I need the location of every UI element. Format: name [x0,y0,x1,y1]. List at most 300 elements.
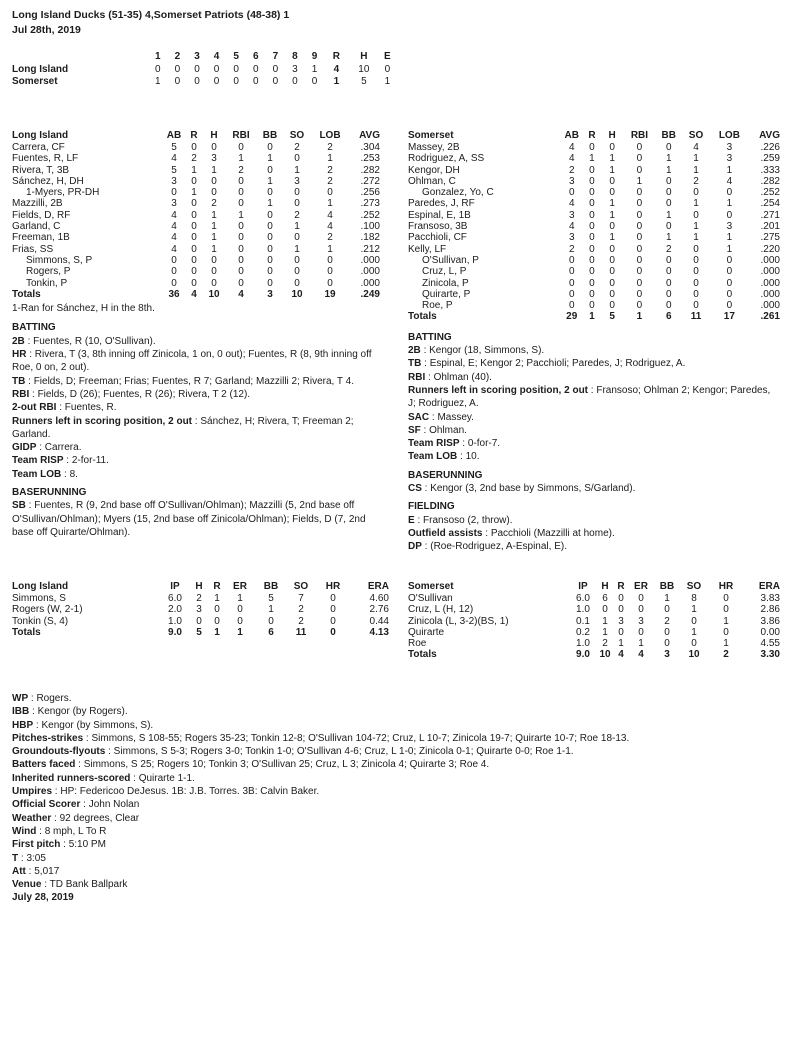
hits-total: 10 [358,63,370,75]
totals-cell: .261 [760,311,780,323]
stat-cell: 0 [609,221,615,233]
player-name[interactable]: Quirarte, P [422,288,471,300]
note-text: Espinal, E; Kengor 2; Pacchioli; Paredes, J; Rodriguez, A. [429,358,686,370]
stat-cell: .220 [760,243,780,255]
column-header: R [617,581,625,592]
stat-cell: 1 [609,164,615,176]
totals-cell: 19 [324,288,336,300]
inning-header: 8 [292,51,298,62]
player-row [12,278,380,289]
pitcher-row [12,604,389,615]
player-name[interactable]: Freeman, 1B [12,232,70,244]
totals-cell: 5 [609,311,615,323]
player-name[interactable]: Sánchez, H, DH [12,175,84,187]
note-label: Outfield assists [408,527,483,539]
note-text: Fuentes, R (10, O'Sullivan). [33,335,156,347]
player-row [12,142,380,153]
player-row [408,221,780,232]
stat-cell: 0 [191,243,197,255]
stat-cell: 4 [726,175,733,187]
stat-cell: 0 [211,254,217,266]
stat-cell: 2 [238,164,244,176]
totals-cell: 3.30 [760,649,780,661]
stat-cell: 0 [638,604,644,616]
stat-cell: 4 [568,221,575,233]
stat-cell: 1 [693,221,699,233]
note-item: RBI : Ohlman (40). [408,371,492,383]
column-header: H [601,581,609,592]
stat-cell: 0 [636,232,643,244]
stat-cell: 0 [191,175,197,187]
stat-cell: 1 [665,209,672,221]
stat-cell: 0 [191,266,197,278]
stat-cell: 0 [191,221,197,233]
stat-cell: 2 [568,164,575,176]
pitcher-name[interactable]: Rogers (W, 2-1) [12,604,83,616]
stat-cell: 0 [693,254,699,266]
stat-cell: 1 [602,626,608,638]
stat-cell: 1 [638,638,644,650]
pitcher-name[interactable]: Tonkin (S, 4) [12,615,69,627]
player-name[interactable]: Cruz, L, P [422,266,467,278]
inning-runs: 0 [292,76,298,87]
column-header: AB [166,130,182,141]
stat-cell: 1 [693,153,699,165]
player-row [408,142,780,153]
stat-cell: 0 [267,187,273,199]
info-label: Umpires [12,786,53,798]
info-text: Rogers. [36,693,72,704]
stat-cell: 0 [609,175,615,187]
player-name[interactable]: Fransoso, 3B [408,221,468,233]
note-label: Team LOB [12,468,62,480]
totals-cell: 3 [664,649,670,661]
stat-cell: 0 [267,142,273,153]
player-row [408,266,780,277]
inning-runs: 0 [311,76,318,87]
stat-cell: 0 [665,254,672,266]
stat-cell: .226 [760,142,780,153]
stat-cell: 0 [589,254,595,266]
inning-runs: 0 [272,76,279,87]
pitcher-name[interactable]: Roe [408,638,427,650]
info-text: TD Bank Ballpark [49,879,128,891]
player-name[interactable]: Roe, P [422,300,453,312]
player-name[interactable]: Carrera, CF [12,142,65,153]
stat-cell: 0 [327,277,333,289]
note-label: 2-out RBI [12,402,57,414]
stat-cell: 1 [268,604,274,616]
totals-cell: 6 [268,626,274,638]
stat-cell: 3 [726,142,733,153]
info-label: First pitch [12,839,61,851]
stat-cell: 3 [568,232,575,244]
long-island-batting [12,130,382,539]
note-label: TB [408,358,422,370]
stat-cell: 0 [636,277,643,289]
info-text: HP: Federicoo DeJesus. 1B: J.B. Torres. 3B: Calvin Baker. [60,786,320,798]
note-label: RBI [408,371,426,383]
note-label: GIDP [12,442,37,454]
stat-cell: 5 [268,593,274,604]
pitcher-row [408,593,780,604]
player-name[interactable]: Simmons, S, P [26,254,93,266]
stat-cell: 1 [691,604,697,616]
stat-cell: 4.55 [760,638,780,650]
stat-cell: 3.83 [760,593,780,604]
info-item: IBB : Kengor (by Rogers). [12,706,128,718]
info-text: Simmons, S 5-3; Rogers 3-0; Tonkin 1-0; O'Sullivan 4-6; Cruz, L 1-0; Zinicola 0-1; Quirarte 0-0; Roe 1-1. [113,746,574,758]
totals-cell: 0 [330,626,336,638]
note-item: Team RISP : 2-for-11. [12,455,109,467]
info-text: 92 degrees, Clear [59,812,140,824]
player-row [408,210,780,221]
linescore-table [12,51,395,89]
stat-cell: 1 [602,615,608,627]
stat-cell: .272 [360,175,380,187]
stat-cell: 0 [609,266,615,278]
inning-runs: 0 [194,76,200,87]
player-row [12,266,380,277]
totals-cell: 10 [291,288,303,300]
inning-header: 3 [194,51,200,62]
stat-cell: 0 [238,277,244,289]
stat-cell: 1 [214,593,220,604]
inning-runs: 0 [272,63,279,75]
stat-cell: 1 [665,164,672,176]
stat-cell: 1 [327,198,333,210]
info-text: John Nolan [88,799,140,811]
totals-cell: 11 [690,311,702,323]
player-row [12,210,380,221]
stat-cell: 0 [191,209,197,221]
stat-cell: 4.60 [369,593,389,604]
info-item: Venue : TD Bank Ballpark [12,879,128,891]
inning-header: 9 [311,51,318,62]
somerset-pitching [408,581,780,661]
stat-cell: 0 [636,254,643,266]
inning-runs: 0 [233,63,239,75]
stat-cell: 0 [211,142,217,153]
stat-cell: 0 [238,232,244,244]
info-label: Weather [12,812,52,824]
pitcher-name[interactable]: Quirarte [408,626,445,638]
stat-cell: 0.2 [576,626,590,638]
note-text: Fuentes, R (9, 2nd base off O'Sullivan/Ohlman); Mazzilli (5, 2nd base off O'Sullivan/Ohlman); Myers (15, 2nd base off Zinicola/Ohlman); Fields, D (7, 2nd base off Quirarte/Ohlman). [12,500,366,538]
stat-cell: 0 [636,142,643,153]
column-header: RBI [630,130,649,141]
stat-cell: 0 [267,164,273,176]
info-item: Inherited runners-scored : Quirarte 1-1. [12,772,195,784]
stat-cell: .252 [760,187,780,199]
player-name[interactable]: Rodriguez, A, SS [408,153,485,165]
stat-cell: 0 [268,615,274,627]
stat-cell: 3 [294,175,300,187]
linescore-header [12,51,395,64]
stat-cell: 4 [171,243,177,255]
stat-cell: 0 [609,142,615,153]
player-name[interactable]: O'Sullivan, P [422,254,479,266]
note-text: Fuentes, R. [64,402,117,414]
player-name[interactable]: 1-Myers, PR-DH [26,187,100,199]
stat-cell: 4 [327,209,333,221]
stat-cell: 1 [327,243,333,255]
batting-header [408,130,780,142]
info-text: 3:05 [26,852,46,864]
stat-cell: 0 [568,277,575,289]
stat-cell: 0 [191,198,197,210]
stat-cell: 0 [589,175,595,187]
column-header: AB [564,130,579,141]
stat-cell: 4 [568,153,575,165]
stat-cell: 0 [294,254,300,266]
pitcher-name[interactable]: Cruz, L (H, 12) [408,604,474,616]
stat-cell: 2.76 [369,604,389,616]
player-row [408,289,780,300]
player-row [408,187,780,198]
stat-cell: 0 [636,221,643,233]
player-name[interactable]: Kelly, LF [408,243,447,255]
player-name[interactable]: Espinal, E, 1B [408,209,471,221]
stat-cell: 0 [238,175,244,187]
player-name[interactable]: Pacchioli, CF [408,232,467,244]
stat-cell: 4 [568,142,575,153]
game-info [12,692,629,905]
stat-cell: 3 [196,604,202,616]
player-name[interactable]: Fields, D, RF [12,209,71,221]
totals-cell: 1 [636,311,643,323]
column-header: BB [263,581,279,592]
stat-cell: 2 [211,198,217,210]
note-label: RBI [12,388,30,400]
column-header: H [608,130,616,141]
note-label: Runners left in scoring position, 2 out [408,384,589,396]
errors-total: 0 [384,63,391,75]
note-label: 2B [408,345,421,357]
stat-cell: 0 [726,209,733,221]
stat-cell: 0 [589,187,595,199]
stat-cell: 0 [267,266,273,278]
column-header: BB [262,130,278,141]
inning-header: 1 [155,51,161,62]
stat-cell: 1.0 [576,638,590,650]
stat-cell: 0 [665,288,672,300]
inning-runs: 0 [233,76,239,87]
stat-cell: 1 [238,209,244,221]
stat-cell: 0 [665,300,672,312]
stat-cell: 0 [664,638,670,650]
stat-cell: 1 [726,164,733,176]
player-name[interactable]: Fuentes, R, LF [12,153,79,165]
player-name[interactable]: Frias, SS [12,243,54,255]
stat-cell: 1 [726,232,733,244]
stat-cell: 0 [609,277,615,289]
stat-cell: 2 [294,209,300,221]
info-label: Pitches-strikes [12,732,84,744]
stat-cell: 3 [726,153,733,165]
stat-cell: 0 [665,266,672,278]
stat-cell: 0 [294,266,300,278]
team-name: Long Island [12,63,69,75]
totals-cell: 5 [196,626,202,638]
stat-cell: 1 [211,164,217,176]
totals-cell: 4 [191,288,197,300]
stat-cell: .282 [360,164,380,176]
player-name[interactable]: Gonzalez, Yo, C [422,187,494,199]
stat-cell: 2 [191,153,197,165]
stat-cell: 3 [638,615,644,627]
pitcher-name[interactable]: Simmons, S [12,593,66,604]
stat-cell: 1 [211,243,217,255]
info-label: Inherited runners-scored [12,772,131,784]
stat-cell: 1 [665,153,672,165]
stat-cell: 0 [589,243,595,255]
stat-cell: 0 [238,198,244,210]
stat-cell: 0 [664,604,670,616]
stat-cell: 4 [327,221,333,233]
stat-cell: 1 [211,209,217,221]
stat-cell: 0 [267,209,273,221]
stat-cell: 0 [171,277,177,289]
stat-cell: .000 [760,288,780,300]
player-name[interactable]: Zinicola, P [422,277,469,289]
info-item: Official Scorer : John Nolan [12,799,140,811]
note-item: TB : Espinal, E; Kengor 2; Pacchioli; Paredes, J; Rodriguez, A. [408,358,686,370]
stat-cell: 0 [568,288,575,300]
team-name: Somerset [12,76,58,87]
player-name[interactable]: Rivera, T, 3B [12,164,70,176]
info-label: Batters faced [12,759,76,771]
totals-row [408,649,780,660]
info-item: Batters faced : Simmons, S 25; Rogers 10; Tonkin 3; O'Sullivan 25; Cruz, L 3; Zinicola 4; Quirarte 3; Roe 4. [12,759,490,771]
player-name[interactable]: Massey, 2B [408,142,460,153]
column-header: ERA [367,581,389,592]
player-name[interactable]: Mazzilli, 2B [12,198,63,210]
info-label: HBP [12,719,34,731]
stat-cell: 3 [568,175,575,187]
stat-cell: 0 [726,254,733,266]
stat-cell: 0 [294,232,300,244]
stat-cell: 4 [693,142,699,153]
note-label: Team RISP [408,438,460,450]
stat-cell: 0 [211,175,217,187]
note-label: E [408,514,415,526]
stat-cell: 0 [171,254,177,266]
player-name[interactable]: Tonkin, P [26,277,68,289]
stat-cell: 0 [723,626,729,638]
player-name[interactable]: Kengor, DH [408,164,460,176]
stat-cell: 6 [602,593,608,604]
stat-cell: 0 [294,277,300,289]
inning-runs: 1 [311,63,318,75]
player-name[interactable]: Garland, C [12,221,61,233]
player-name[interactable]: Rogers, P [26,266,71,278]
totals-cell: 9.0 [576,649,590,661]
player-row [408,165,780,176]
stat-cell: 0 [636,266,643,278]
stat-cell: 2 [327,164,333,176]
stat-cell: 2 [327,142,333,153]
stat-cell: 0 [327,254,333,266]
runs-total: 4 [333,63,340,75]
stat-cell: 0 [330,615,336,627]
player-row [12,232,380,243]
player-row [408,198,780,209]
stat-cell: 0 [609,187,615,199]
info-item: Umpires : HP: Federicoo DeJesus. 1B: J.B. Torres. 3B: Calvin Baker. [12,786,320,798]
stat-cell: 1 [211,232,217,244]
inning-header: 2 [174,51,181,62]
inning-header: H [360,51,368,62]
stat-cell: 0 [330,604,336,616]
stat-cell: 0 [618,593,624,604]
stat-cell: 0 [568,266,575,278]
stat-cell: 1 [267,175,273,187]
stat-cell: 0 [211,266,217,278]
note-text: Carrera. [44,442,82,454]
pitcher-name[interactable]: Zinicola (L, 3-2)(BS, 1) [408,615,509,627]
player-name[interactable]: Paredes, J, RF [408,198,475,210]
note-item: Runners left in scoring position, 2 out : Fransoso; Ohlman 2; Kengor; Paredes, J; Rodriguez, A. [408,384,771,410]
stat-cell: 1.0 [576,604,590,616]
stat-cell: 1 [238,153,244,165]
column-header: SO [289,130,305,141]
player-name[interactable]: Ohlman, C [408,175,456,187]
note-text: Fields, D (26); Fuentes, R (26); Rivera, T 2 (12). [37,388,251,400]
column-header: LOB [718,130,740,141]
totals-cell: 3 [267,288,273,300]
stat-cell: 0 [238,254,244,266]
stat-cell: 2.86 [760,604,780,616]
pitcher-row [12,616,389,627]
stat-cell: 0 [191,254,197,266]
pitcher-row [408,604,780,615]
stat-cell: 0 [589,300,595,312]
pitching-header [12,581,389,593]
stat-cell: 1 [211,221,217,233]
info-text: 8 mph, L To R [44,825,107,837]
pitcher-row [408,638,780,649]
stat-cell: 0 [238,221,244,233]
stat-cell: 2 [693,175,699,187]
stat-cell: 0 [238,243,244,255]
stat-cell: 0 [238,187,244,199]
column-header: IP [578,581,588,592]
stat-cell: 0 [237,615,243,627]
stat-cell: 0.00 [760,626,780,638]
pitcher-name[interactable]: O'Sullivan [408,593,453,604]
stat-cell: 0 [196,615,202,627]
note-label: Team RISP [12,455,64,467]
player-row [408,244,780,255]
batting-table [408,130,780,323]
info-item: Groundouts-flyouts : Simmons, S 5-3; Rogers 3-0; Tonkin 1-0; O'Sullivan 4-6; Cruz, L 1-0; Zinicola 0-1; Quirarte 0-0; Roe 1-1. [12,746,574,758]
column-header: AVG [359,130,380,141]
totals-cell: 10 [208,288,220,300]
note-text: Sánchez, H; Rivera, T; Freeman 2; Garland. [12,415,354,440]
stat-cell: 1 [609,153,615,165]
stat-cell: 0 [609,254,615,266]
team-name: Somerset [408,581,454,592]
inning-header: E [384,51,391,62]
stat-cell: 1 [267,198,273,210]
stat-cell: 4 [171,232,177,244]
footer-date: July 28, 2019 [12,892,74,904]
player-row [408,278,780,289]
note-item: RBI : Fields, D (26); Fuentes, R (26); Rivera, T 2 (12). [12,388,251,400]
stat-cell: 1 [664,593,670,604]
stat-cell: 2 [664,615,670,627]
